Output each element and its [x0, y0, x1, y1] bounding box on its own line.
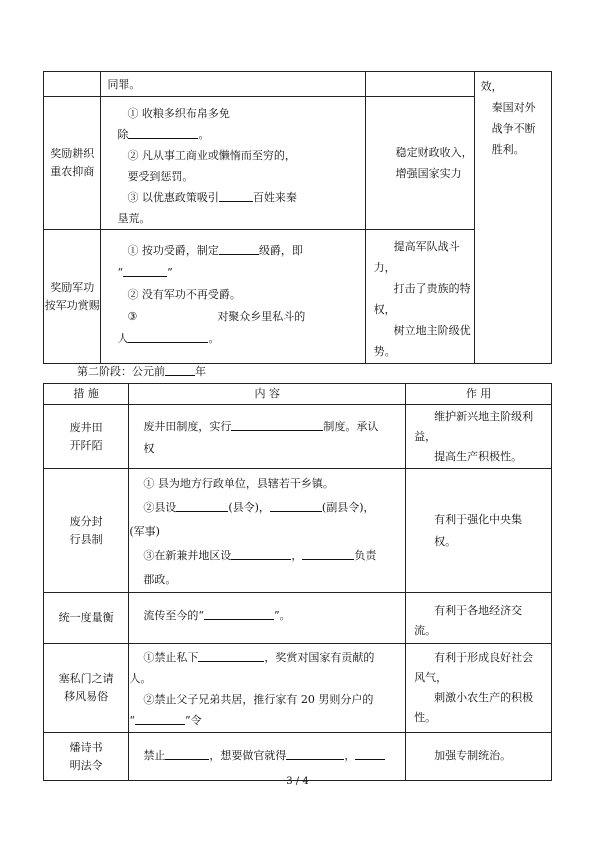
page-number: 3 / 4	[286, 776, 309, 787]
content-well-field	[129, 405, 406, 469]
header-content: 内 容	[129, 384, 406, 405]
measure-name-line: 移风易俗	[64, 690, 109, 703]
effect-well-field	[406, 405, 552, 469]
measure-name-military	[44, 230, 101, 364]
effect-line: 有利于强化中央集	[434, 512, 523, 526]
content-line: 。	[198, 128, 210, 141]
content-line: 流传至今的“	[143, 609, 204, 622]
content-line: 权	[143, 442, 155, 455]
effect-line: 刺激小农生产的积极	[434, 691, 534, 704]
content-unify-measures	[129, 593, 406, 644]
blank-field	[198, 648, 264, 662]
effect-farming	[365, 97, 474, 230]
measure-name-line: 行县制	[69, 532, 103, 546]
blank-field	[204, 606, 274, 620]
result-line: 秦国对外	[491, 101, 536, 114]
content-line: ，奖赏对国家有贡献的	[264, 651, 375, 664]
result-line: 效，	[480, 80, 503, 93]
content-line: 负责	[354, 549, 377, 562]
quote-mark: “	[117, 266, 124, 279]
blank-field	[302, 546, 354, 560]
effect-county-system	[406, 469, 552, 593]
measure-name-line: 奖励耕织	[50, 147, 95, 160]
content-line: ③ 以优惠政策吸引	[127, 191, 219, 204]
blank-field	[231, 546, 291, 560]
content-line: ① 按功受爵，制定	[127, 244, 219, 257]
content-customs-reform	[129, 644, 406, 733]
effect-line: 性。	[414, 711, 437, 724]
effect-line: 流。	[414, 624, 437, 637]
content-line: ① 收粮多织布帛多免	[127, 107, 230, 120]
blank-field	[165, 746, 209, 760]
content-line: (副县令)，	[321, 501, 375, 514]
blank-field	[219, 241, 259, 255]
measure-name-burn-books	[44, 733, 129, 781]
effect-line: 提高军队战斗	[393, 240, 460, 253]
measure-name-line: 废井田	[69, 420, 103, 434]
stage2-prefix: 第二阶段：公元前	[77, 365, 165, 378]
content-line: ③	[127, 310, 138, 323]
continuation-effect-cell	[365, 72, 474, 97]
quote-mark: ”	[167, 266, 173, 279]
measure-name-customs-reform	[44, 644, 129, 733]
reform-table-stage1	[43, 71, 552, 364]
content-line: (县令)，	[228, 501, 270, 514]
effect-line: 提高生产积极性。	[434, 450, 523, 463]
effect-line: 风气，	[414, 671, 448, 684]
blank-field	[128, 329, 208, 343]
measure-name-well-field	[44, 405, 129, 469]
content-line: ”令	[184, 714, 202, 727]
effect-line: 打击了贵族的特	[393, 282, 471, 295]
blank-field	[176, 498, 228, 512]
measure-name-line: 按军功赏赐	[44, 298, 100, 312]
continuation-text: 同罪。	[107, 78, 141, 91]
measure-name-line: 废分封	[69, 514, 103, 528]
reform-table-stage2	[43, 383, 552, 781]
content-line: 。	[208, 332, 220, 345]
content-line: ”。	[273, 609, 291, 622]
effect-burn-books	[406, 733, 552, 781]
result-line: 胜利。	[491, 143, 525, 156]
blank-field	[270, 498, 322, 512]
blank-field	[135, 711, 185, 725]
content-line: (军事)	[129, 525, 160, 538]
content-line: 除	[117, 128, 129, 141]
result-line: 战争不断	[491, 122, 536, 135]
stage2-suffix: 年	[195, 365, 206, 378]
measure-name-line: 重农抑商	[50, 165, 95, 178]
effect-line: 维护新兴地主阶级利	[434, 410, 534, 423]
blank-field	[123, 263, 167, 277]
blank-field	[355, 746, 385, 760]
stage2-heading	[77, 362, 206, 382]
continuation-name-cell	[44, 72, 101, 97]
effect-unify-measures	[406, 593, 552, 644]
effect-military	[365, 230, 474, 364]
continuation-content-cell	[101, 72, 365, 97]
content-line: 郡政。	[143, 573, 177, 586]
content-line: ② 没有军功不再受爵。	[127, 288, 241, 301]
content-line: 百姓来秦	[252, 191, 297, 204]
content-line: 对聚众乡里私斗的	[217, 310, 306, 323]
content-line: ①禁止私下	[143, 651, 199, 664]
effect-line: 增强国家实力	[395, 167, 462, 180]
content-line: ① 县为地方行政单位，县辖若干乡镇。	[143, 477, 334, 490]
measure-name-farming	[44, 97, 101, 230]
effect-line: 加强专制统治。	[434, 749, 512, 762]
content-line: 人。	[129, 672, 152, 685]
effect-line: 有利于形成良好社会	[434, 651, 534, 664]
content-line: 要受到惩罚。	[127, 170, 194, 183]
blank-field	[128, 125, 198, 139]
content-military	[101, 230, 365, 364]
content-line: ②禁止父子兄弟共居，推行家有 20 男则分户的	[143, 693, 374, 706]
content-line: ②县设	[143, 501, 177, 514]
overall-result-cell	[474, 72, 551, 364]
blank-field	[231, 417, 323, 431]
content-county-system	[129, 469, 406, 593]
quote-mark: “	[129, 714, 135, 727]
content-line: 禁止	[143, 749, 166, 762]
effect-line: 益，	[414, 430, 437, 443]
measure-name-line: 奖励军功	[50, 280, 95, 294]
measure-name-county-system	[44, 469, 129, 593]
blank-field	[219, 188, 253, 202]
effect-line: 权，	[373, 303, 396, 316]
header-measures: 措 施	[44, 384, 129, 405]
content-burn-books	[129, 733, 406, 781]
content-line: 人	[117, 332, 129, 345]
effect-line: 稳定财政收入，	[395, 146, 473, 159]
header-effect: 作 用	[406, 384, 552, 405]
content-line: ③在新兼并地区设	[143, 549, 232, 562]
measure-name-line: 明法令	[69, 758, 103, 772]
content-line: 垦荒。	[117, 212, 151, 225]
content-line: ，想要做官就得	[209, 749, 287, 762]
content-farming	[101, 97, 365, 230]
effect-line: 势。	[373, 345, 396, 358]
effect-line: 树立地主阶级优	[393, 324, 471, 337]
measure-name-line: 塞私门之请	[58, 672, 114, 685]
blank-field	[165, 362, 195, 376]
measure-name-line: 燔诗书	[69, 740, 103, 754]
effect-line: 力，	[373, 261, 396, 274]
content-line: 级爵，即	[258, 244, 303, 257]
content-line: 废井田制度，实行	[143, 420, 232, 433]
effect-line: 权。	[434, 534, 457, 548]
effect-customs-reform	[406, 644, 552, 733]
effect-line: 有利于各地经济交	[434, 604, 523, 617]
content-line: ② 凡从事工商业或懒惰而至穷的，	[127, 149, 296, 162]
measure-name-unify-measures: 统一度量衡	[44, 593, 129, 644]
blank-field	[286, 746, 344, 760]
content-line: ，	[291, 549, 303, 562]
content-line: ，	[344, 749, 356, 762]
content-line: 制度。承认	[323, 420, 379, 433]
measure-name-line: 开阡陌	[69, 438, 103, 452]
